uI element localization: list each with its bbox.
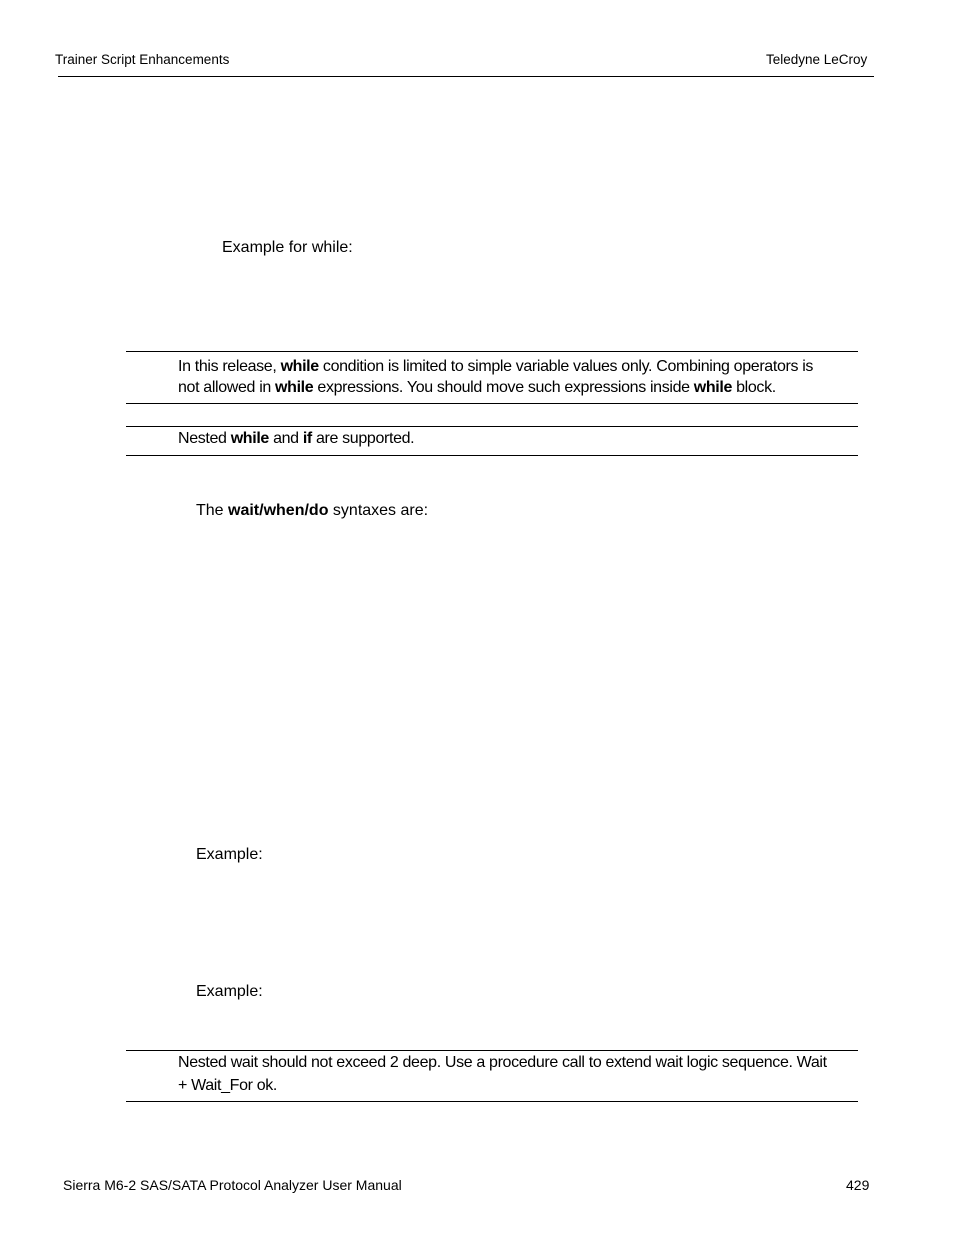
note-nested-line: Nested while and if are supported. [178,430,415,447]
note-wait-line-2: + Wait_For ok. [178,1077,277,1094]
example-while-label: Example for while: [222,239,353,256]
note-nested-while-if [126,426,858,456]
footer-page-number: 429 [846,1177,870,1193]
note-while-line-1: In this release, while condition is limited to simple variable values only. Combining operators is [178,358,814,375]
note-wait-line-1: Nested wait should not exceed 2 deep. Use a procedure call to extend wait logic sequence. Wait [178,1054,827,1071]
header-title: Trainer Script Enhancements [55,52,230,67]
note-while-limitation [126,351,858,404]
syntax-intro: The wait/when/do syntaxes are: [196,502,429,519]
note-while-line-2: not allowed in while expressions. You should move such expressions inside while block. [178,379,776,396]
header-rule [58,76,874,77]
note-nested-wait [126,1050,858,1102]
header-company: Teledyne LeCroy [766,52,868,67]
example-label-1: Example: [196,846,263,863]
footer-manual-title: Sierra M6-2 SAS/SATA Protocol Analyzer User Manual [63,1177,402,1193]
example-label-2: Example: [196,983,263,1000]
